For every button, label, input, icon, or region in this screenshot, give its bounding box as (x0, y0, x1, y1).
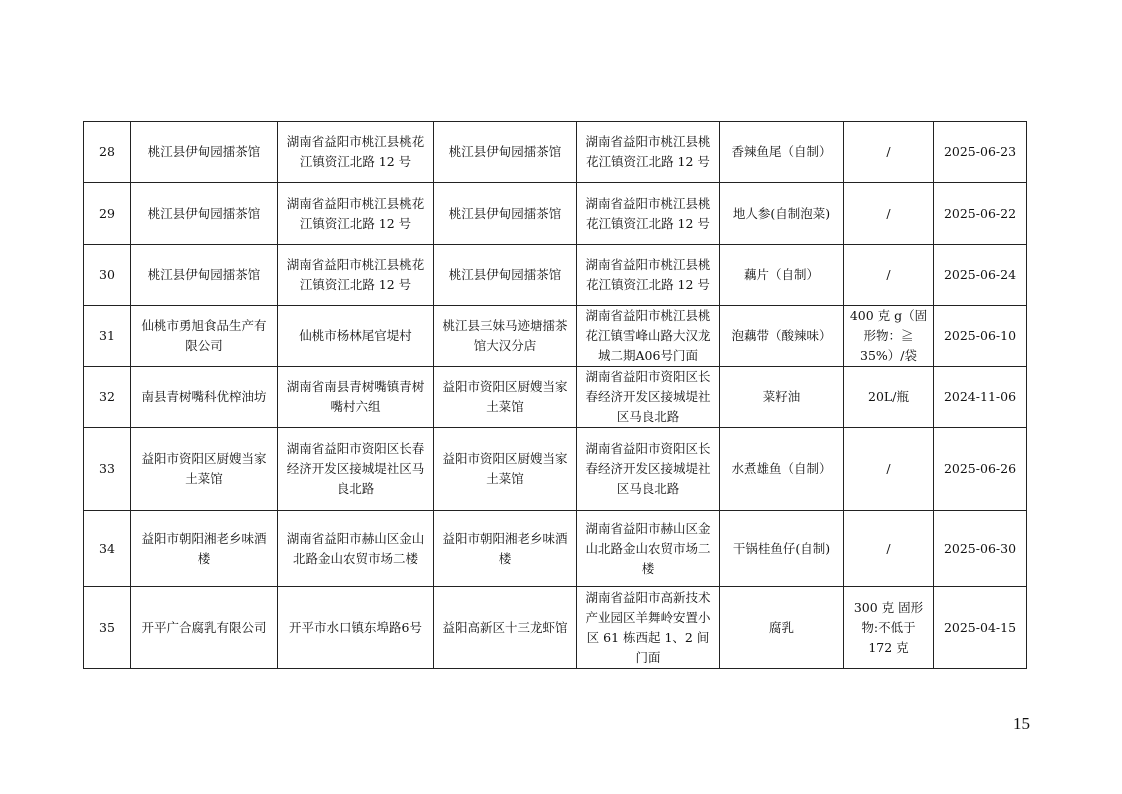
cell-producer-address: 仙桃市杨林尾官堤村 (278, 306, 434, 367)
cell-date: 2024-11-06 (934, 367, 1027, 428)
table-row (84, 245, 1027, 306)
cell-product: 泡藕带（酸辣味） (720, 306, 844, 367)
cell-product: 菜籽油 (720, 367, 844, 428)
cell-product: 水煮雄鱼（自制） (720, 428, 844, 511)
cell-product: 地人参(自制泡菜) (720, 183, 844, 245)
page-number: 15 (1013, 714, 1030, 733)
cell-number: 30 (84, 245, 131, 306)
cell-spec: / (844, 183, 934, 245)
cell-seller-address: 湖南省益阳市桃江县桃花江镇资江北路 12 号 (577, 245, 720, 306)
table-row (84, 428, 1027, 511)
table-row (84, 511, 1027, 587)
cell-producer: 益阳市朝阳湘老乡味酒楼 (131, 511, 278, 587)
cell-spec: / (844, 245, 934, 306)
cell-producer: 桃江县伊甸园擂茶馆 (131, 122, 278, 183)
cell-seller-address: 湖南省益阳市桃江县桃花江镇资江北路 12 号 (577, 122, 720, 183)
cell-seller-address: 湖南省益阳市资阳区长春经济开发区接城堤社区马良北路 (577, 428, 720, 511)
cell-number: 31 (84, 306, 131, 367)
cell-number: 28 (84, 122, 131, 183)
cell-producer: 益阳市资阳区厨嫂当家土菜馆 (131, 428, 278, 511)
cell-date: 2025-06-23 (934, 122, 1027, 183)
cell-seller-address: 湖南省益阳市高新技术产业园区羊舞岭安置小区 61 栋西起 1、2 间门面 (577, 587, 720, 669)
cell-spec: 300 克 固形物:不低于 172 克 (844, 587, 934, 669)
cell-producer-address: 开平市水口镇东埠路6号 (278, 587, 434, 669)
inspection-table (83, 121, 1027, 669)
cell-producer-address: 湖南省益阳市桃江县桃花江镇资江北路 12 号 (278, 183, 434, 245)
cell-producer: 仙桃市勇旭食品生产有限公司 (131, 306, 278, 367)
cell-date: 2025-06-26 (934, 428, 1027, 511)
cell-date: 2025-06-10 (934, 306, 1027, 367)
cell-producer-address: 湖南省益阳市资阳区长春经济开发区接城堤社区马良北路 (278, 428, 434, 511)
cell-seller-address: 湖南省益阳市资阳区长春经济开发区接城堤社区马良北路 (577, 367, 720, 428)
cell-date: 2025-06-24 (934, 245, 1027, 306)
cell-producer-address: 湖南省益阳市桃江县桃花江镇资江北路 12 号 (278, 122, 434, 183)
cell-seller: 益阳市朝阳湘老乡味酒楼 (434, 511, 577, 587)
cell-seller: 益阳市资阳区厨嫂当家土菜馆 (434, 367, 577, 428)
table-row (84, 306, 1027, 367)
cell-seller: 桃江县伊甸园擂茶馆 (434, 183, 577, 245)
cell-spec: / (844, 122, 934, 183)
cell-number: 32 (84, 367, 131, 428)
cell-seller-address: 湖南省益阳市桃江县桃花江镇雪峰山路大汉龙城二期A06号门面 (577, 306, 720, 367)
cell-spec: / (844, 428, 934, 511)
cell-product: 藕片（自制） (720, 245, 844, 306)
cell-number: 33 (84, 428, 131, 511)
cell-number: 34 (84, 511, 131, 587)
cell-producer-address: 湖南省南县青树嘴镇青树嘴村六组 (278, 367, 434, 428)
cell-seller: 桃江县伊甸园擂茶馆 (434, 245, 577, 306)
cell-producer-address: 湖南省益阳市赫山区金山北路金山农贸市场二楼 (278, 511, 434, 587)
cell-seller: 桃江县伊甸园擂茶馆 (434, 122, 577, 183)
cell-spec: / (844, 511, 934, 587)
cell-date: 2025-06-30 (934, 511, 1027, 587)
cell-producer: 桃江县伊甸园擂茶馆 (131, 183, 278, 245)
cell-producer: 南县青树嘴科优榨油坊 (131, 367, 278, 428)
table-row (84, 587, 1027, 669)
cell-product: 香辣鱼尾（自制） (720, 122, 844, 183)
cell-spec: 400 克 g（固形物：≧ 35%）/袋 (844, 306, 934, 367)
table-row (84, 183, 1027, 245)
cell-producer-address: 湖南省益阳市桃江县桃花江镇资江北路 12 号 (278, 245, 434, 306)
cell-seller: 益阳市资阳区厨嫂当家土菜馆 (434, 428, 577, 511)
table-row (84, 367, 1027, 428)
cell-seller: 益阳高新区十三龙虾馆 (434, 587, 577, 669)
cell-spec: 20L/瓶 (844, 367, 934, 428)
cell-date: 2025-04-15 (934, 587, 1027, 669)
cell-product: 干锅桂鱼仔(自制) (720, 511, 844, 587)
cell-number: 29 (84, 183, 131, 245)
cell-producer: 桃江县伊甸园擂茶馆 (131, 245, 278, 306)
cell-product: 腐乳 (720, 587, 844, 669)
cell-seller-address: 湖南省益阳市赫山区金山北路金山农贸市场二楼 (577, 511, 720, 587)
table-row (84, 122, 1027, 183)
cell-producer: 开平广合腐乳有限公司 (131, 587, 278, 669)
cell-number: 35 (84, 587, 131, 669)
cell-seller-address: 湖南省益阳市桃江县桃花江镇资江北路 12 号 (577, 183, 720, 245)
cell-seller: 桃江县三妹马迹塘擂茶馆大汉分店 (434, 306, 577, 367)
cell-date: 2025-06-22 (934, 183, 1027, 245)
